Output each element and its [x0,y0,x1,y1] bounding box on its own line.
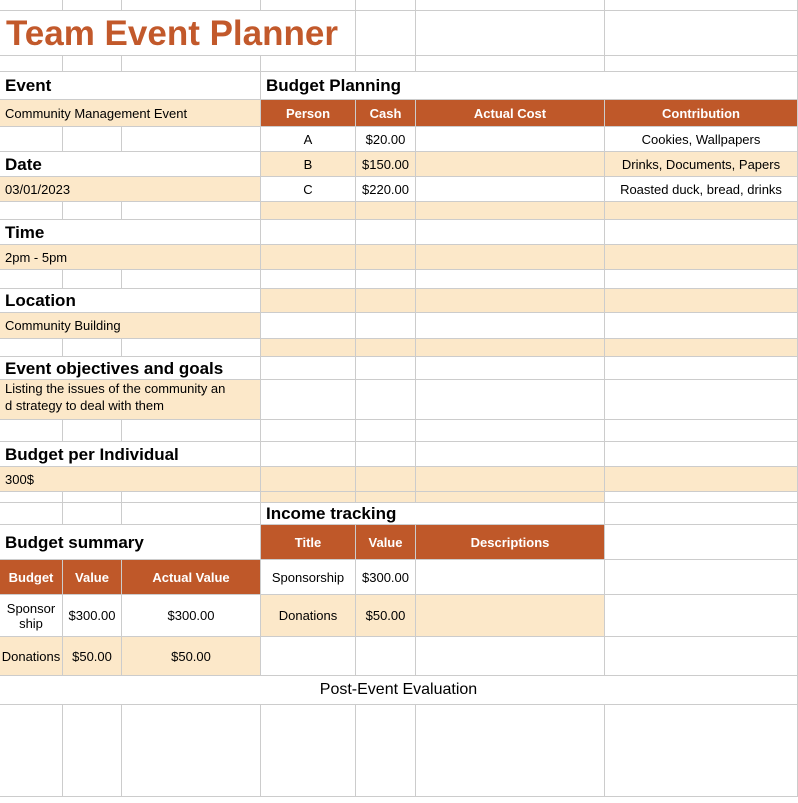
grid-cell [356,220,416,245]
grid-cell [605,442,798,467]
section-value-budget-per-individual[interactable]: 300$ [0,467,261,492]
grid-cell [605,705,798,797]
bottom-rows [0,705,798,797]
grid-cell [63,270,122,289]
grid-cell [122,339,261,357]
grid-cell [63,56,122,72]
grid-cell [261,637,356,676]
grid-cell [0,705,63,797]
grid-cell [261,270,356,289]
grid-cell [416,11,605,56]
section-label-objectives[interactable]: Event objectives and goals [0,357,261,380]
grid-cell [261,492,356,503]
grid-cell [261,245,356,270]
grid-cell [0,492,63,503]
grid-cell [63,202,122,220]
grid-cell [356,202,416,220]
grid-cell [356,705,416,797]
empty-row [261,245,798,270]
empty-row [261,313,798,339]
grid-cell [0,202,63,220]
grid-cell [122,202,261,220]
budget-planning-title[interactable]: Budget Planning [261,72,798,100]
grid-cell [0,0,63,11]
grid-cell [261,220,356,245]
section-value-location[interactable]: Community Building [0,313,261,339]
it-cell-title[interactable]: Sponsorship [261,560,356,595]
grid-cell [356,289,416,313]
grid-cell [605,492,798,503]
empty-row [0,339,261,357]
grid-cell [416,220,605,245]
bp-header-cash[interactable]: Cash [356,100,416,127]
empty-row [261,467,798,492]
grid-cell [605,339,798,357]
grid-cell [356,270,416,289]
empty-row [261,270,798,289]
table-row [261,127,798,152]
table-row [261,177,798,202]
budget-summary-header-row [0,560,261,595]
it-cell-title[interactable]: Donations [261,595,356,637]
grid-cell [416,357,605,380]
bs-cell-actual-value[interactable]: $300.00 [122,595,261,637]
empty-row [261,202,798,220]
grid-cell [0,56,63,72]
table-row [261,152,798,177]
objectives-line-1: Listing the issues of the community an [5,381,226,396]
grid-cell [122,705,261,797]
grid-cell [416,202,605,220]
empty-row [0,202,261,220]
page-title[interactable]: Team Event Planner [0,11,356,56]
bp-header-actual-cost[interactable]: Actual Cost [416,100,605,127]
grid-cell [261,0,356,11]
bp-cell-cash[interactable]: $150.00 [356,152,416,177]
budget-summary-table [0,503,261,676]
empty-row [261,220,798,245]
grid-cell [261,202,356,220]
grid-cell [356,0,416,11]
it-header-value[interactable]: Value [356,525,416,560]
grid-cell [63,127,122,152]
grid-cell [416,380,605,420]
grid-cell [416,339,605,357]
left-panel [0,72,261,492]
empty-row [0,127,261,152]
grid-cell [63,0,122,11]
bp-cell-actual-cost[interactable] [416,127,605,152]
bs-budget-line-1: Sponsor [6,600,56,616]
grid-cell [356,339,416,357]
grid-cell [605,11,798,56]
empty-row [261,380,798,420]
post-event-evaluation-row[interactable]: Post-Event Evaluation [0,676,798,705]
grid-cell [416,705,605,797]
grid-cell [605,313,798,339]
budget-planning-header-row [261,100,798,127]
bs-cell-value[interactable]: $50.00 [63,637,122,676]
it-cell-descriptions[interactable] [416,595,605,637]
empty-row [0,492,798,503]
grid-cell [261,467,356,492]
table-row [261,595,798,637]
grid-cell [356,637,416,676]
grid-cell [356,245,416,270]
bs-header-budget[interactable]: Budget [0,560,63,595]
section-value-event[interactable]: Community Management Event [0,100,261,127]
empty-row [0,0,798,11]
empty-row [261,637,798,676]
grid-cell [122,503,261,525]
grid-cell [122,420,261,442]
empty-row [0,270,261,289]
it-cell-value[interactable]: $50.00 [356,595,416,637]
grid-cell [261,56,356,72]
grid-cell [605,637,798,676]
income-tracking-title[interactable]: Income tracking [261,503,605,525]
objectives-line-2: d strategy to deal with them [5,398,164,413]
grid-cell [605,220,798,245]
grid-cell [261,289,356,313]
grid-cell [416,442,605,467]
grid-cell [122,56,261,72]
grid-cell [416,0,605,11]
grid-cell [416,56,605,72]
grid-cell [63,705,122,797]
bs-cell-actual-value[interactable]: $50.00 [122,637,261,676]
table-row [261,560,798,595]
empty-row [261,442,798,467]
grid-cell [416,420,605,442]
grid-cell [605,357,798,380]
grid-cell [356,420,416,442]
budget-planning-table [261,72,798,492]
it-cell-descriptions[interactable] [416,560,605,595]
top-rows [0,0,798,72]
bs-cell-budget[interactable]: Donations [0,637,63,676]
section-label-location[interactable]: Location [0,289,261,313]
bp-header-person[interactable]: Person [261,100,356,127]
bp-cell-cash[interactable]: $20.00 [356,127,416,152]
grid-cell [605,560,798,595]
bp-cell-cash[interactable]: $220.00 [356,177,416,202]
bp-cell-person[interactable]: C [261,177,356,202]
grid-cell [356,11,416,56]
grid-cell [261,442,356,467]
bp-cell-contribution[interactable]: Roasted duck, bread, drinks [605,177,798,202]
grid-cell [63,503,122,525]
grid-cell [122,127,261,152]
table-row [0,637,261,676]
it-header-title[interactable]: Title [261,525,356,560]
section-value-objectives[interactable] [0,380,261,420]
grid-cell [356,380,416,420]
it-header-descriptions[interactable]: Descriptions [416,525,605,560]
grid-cell [356,467,416,492]
grid-cell [261,380,356,420]
grid-cell [605,420,798,442]
section-label-date[interactable]: Date [0,152,261,177]
budget-summary-title[interactable]: Budget summary [0,525,261,560]
income-tracking-table [261,503,798,676]
bp-cell-person[interactable]: B [261,152,356,177]
grid-cell [63,339,122,357]
section-label-time[interactable]: Time [0,220,261,245]
grid-cell [122,270,261,289]
section-label-budget-per-individual[interactable]: Budget per Individual [0,442,261,467]
grid-cell [122,0,261,11]
bs-cell-value[interactable]: $300.00 [63,595,122,637]
grid-cell [0,503,63,525]
empty-row [0,420,261,442]
grid-cell [261,313,356,339]
grid-cell [356,357,416,380]
bp-cell-actual-cost[interactable] [416,177,605,202]
title-row [0,11,798,56]
bp-cell-person[interactable]: A [261,127,356,152]
empty-row [261,339,798,357]
grid-cell [356,56,416,72]
bp-cell-actual-cost[interactable] [416,152,605,177]
grid-cell [261,357,356,380]
grid-cell [605,270,798,289]
income-header-row [261,525,798,560]
bp-cell-contribution[interactable]: Cookies, Wallpapers [605,127,798,152]
empty-row [261,289,798,313]
grid-cell [63,492,122,503]
grid-cell [416,289,605,313]
grid-cell [605,595,798,637]
grid-cell [416,270,605,289]
bs-header-actual-value[interactable]: Actual Value [122,560,261,595]
bp-cell-contribution[interactable]: Drinks, Documents, Papers [605,152,798,177]
grid-cell [416,467,605,492]
empty-row [0,56,798,72]
grid-cell [63,420,122,442]
grid-cell [605,525,798,560]
bp-header-contribution[interactable]: Contribution [605,100,798,127]
grid-cell [605,289,798,313]
grid-cell [356,492,416,503]
empty-row [0,503,261,525]
grid-cell [261,705,356,797]
grid-cell [605,503,798,525]
grid-cell [605,467,798,492]
grid-cell [122,492,261,503]
grid-cell [356,442,416,467]
grid-cell [0,420,63,442]
grid-cell [0,339,63,357]
grid-cell [605,202,798,220]
grid-cell [605,380,798,420]
bs-cell-budget[interactable] [0,595,63,637]
grid-cell [605,0,798,11]
section-value-date[interactable]: 03/01/2023 [0,177,261,202]
section-label-event[interactable]: Event [0,72,261,100]
table-row [0,595,261,637]
bs-budget-line-2: ship [19,615,43,631]
grid-cell [261,420,356,442]
grid-cell [0,127,63,152]
empty-row [261,420,798,442]
bs-header-value[interactable]: Value [63,560,122,595]
grid-cell [416,245,605,270]
grid-cell [416,313,605,339]
grid-cell [356,313,416,339]
grid-cell [605,56,798,72]
grid-cell [261,339,356,357]
grid-cell [416,492,605,503]
section-value-time[interactable]: 2pm - 5pm [0,245,261,270]
it-cell-value[interactable]: $300.00 [356,560,416,595]
grid-cell [605,245,798,270]
grid-cell [0,270,63,289]
grid-cell [416,637,605,676]
empty-row [261,357,798,380]
